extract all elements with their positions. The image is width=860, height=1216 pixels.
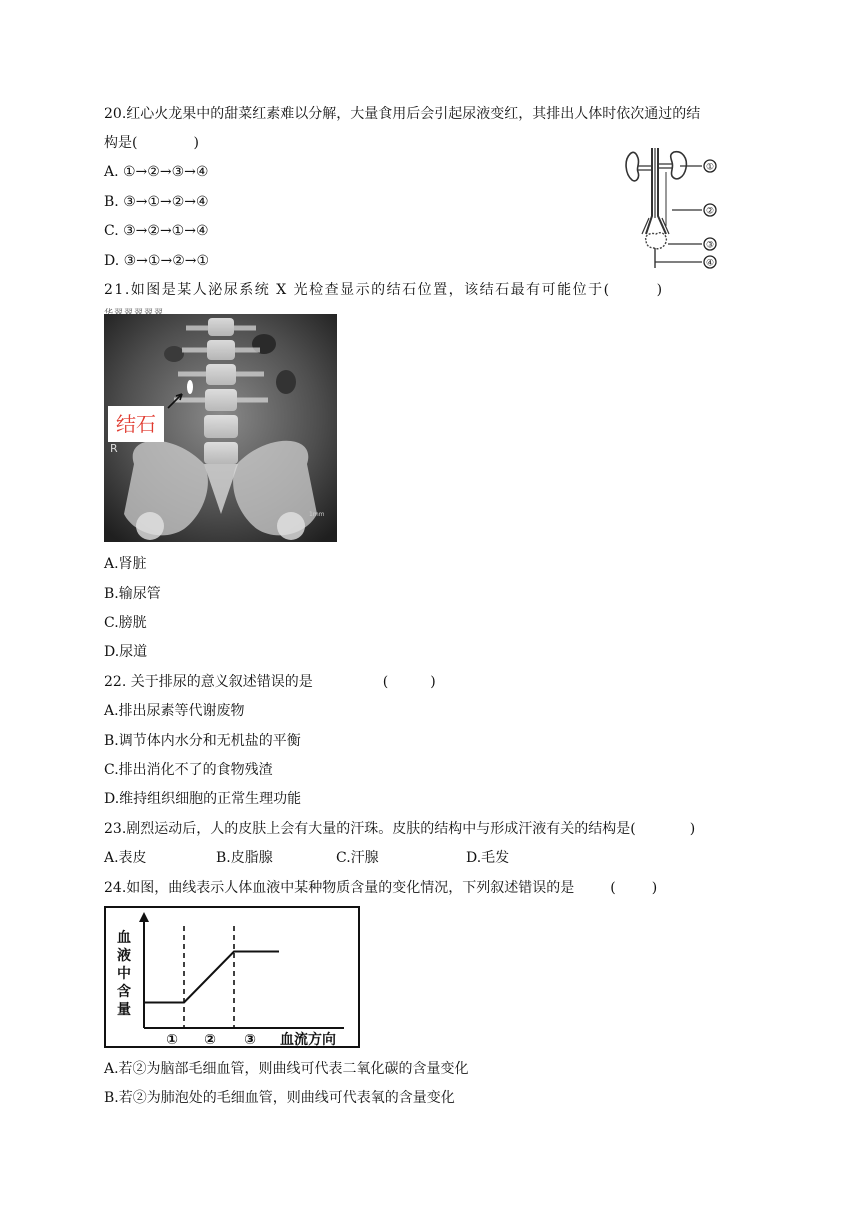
q20-stem-text: 构是( [104, 135, 138, 151]
q23-option-d: D.毛发 [466, 850, 510, 866]
q20-option-d: D. ③→①→②→① [104, 253, 210, 269]
q23-options-row [104, 849, 509, 867]
q20-stem-line1: 20.红心火龙果中的甜菜红素难以分解，大量食用后会引起尿液变红，其排出人体时依次通过的结 [104, 106, 701, 122]
q22-option-c: C.排出消化不了的食物残渣 [104, 762, 273, 778]
xray-image [104, 314, 337, 542]
chart-ylabel-char-5: 量 [117, 1002, 131, 1018]
q24-stem-text: 24.如图，曲线表示人体血液中某种物质含量的变化情况，下列叙述错误的是 [104, 880, 575, 896]
xray-stone-label: 结石 [108, 406, 164, 442]
q24-paren-open: ( [610, 880, 616, 896]
q22-stem [104, 673, 436, 691]
urinary-system-figure [622, 142, 722, 272]
urinary-label-1: ① [705, 162, 715, 173]
chart-xtick-2: ② [204, 1032, 216, 1048]
q21-stem-text: 21.如图是某人泌尿系统 X 光检查显示的结石位置，该结石最有可能位于( [104, 282, 611, 298]
xray-scale-text: 1mm [309, 511, 325, 518]
chart-xtick-1: ① [166, 1032, 178, 1048]
q23-paren-close: ) [689, 821, 696, 837]
q23-option-b: B.皮脂腺 [216, 850, 273, 866]
xray-r-marker: R [110, 442, 118, 455]
q22-stem-text: 22. 关于排尿的意义叙述错误的是 [104, 674, 313, 690]
q24-option-b: B.若②为肺泡处的毛细血管，则曲线可代表氧的含量变化 [104, 1090, 455, 1106]
chart-ylabel-char-2: 液 [117, 948, 131, 964]
q23-option-c: C.汗腺 [336, 850, 379, 866]
q20-stem-line2 [104, 134, 199, 152]
q23-option-a: A.表皮 [104, 850, 147, 866]
chart-xlabel: 血流方向 [280, 1032, 336, 1048]
urinary-label-2: ② [705, 206, 715, 217]
urinary-label-3: ③ [705, 240, 715, 251]
q22-option-d: D.维持组织细胞的正常生理功能 [104, 791, 302, 807]
chart-ylabel-char-4: 含 [117, 984, 131, 1000]
chart-xtick-3: ③ [244, 1032, 256, 1048]
q21-option-a: A.肾脏 [104, 556, 147, 572]
q22-option-a: A.排出尿素等代谢废物 [104, 703, 245, 719]
q22-paren-open: ( [382, 674, 389, 690]
q21-option-d: D.尿道 [104, 644, 148, 660]
urinary-label-4: ④ [705, 258, 715, 269]
q24-paren-close: ) [651, 880, 658, 896]
q22-option-b: B.调节体内水分和无机盐的平衡 [104, 733, 301, 749]
q23-stem-text: 23.剧烈运动后，人的皮肤上会有大量的汗珠。皮肤的结构中与形成汗液有关的结构是( [104, 821, 636, 837]
q24-stem [104, 879, 657, 897]
q20-option-a: A. ①→②→③→④ [104, 164, 209, 180]
q23-stem [104, 820, 695, 838]
q24-option-a: A.若②为脑部毛细血管，则曲线可代表二氧化碳的含量变化 [104, 1061, 469, 1077]
q20-option-c: C. ③→②→①→④ [104, 223, 209, 239]
q21-option-c: C.膀胱 [104, 615, 147, 631]
q20-option-b: B. ③→①→②→④ [104, 194, 209, 210]
q20-paren-close: ) [193, 135, 199, 151]
q22-paren-close: ) [430, 674, 436, 690]
chart-ylabel-char-1: 血 [117, 930, 131, 946]
q21-stem [104, 281, 664, 299]
q21-option-b: B.输尿管 [104, 586, 161, 602]
chart-ylabel-char-3: 中 [117, 966, 131, 982]
blood-content-chart [104, 906, 360, 1048]
q21-paren-close: ) [656, 282, 664, 298]
